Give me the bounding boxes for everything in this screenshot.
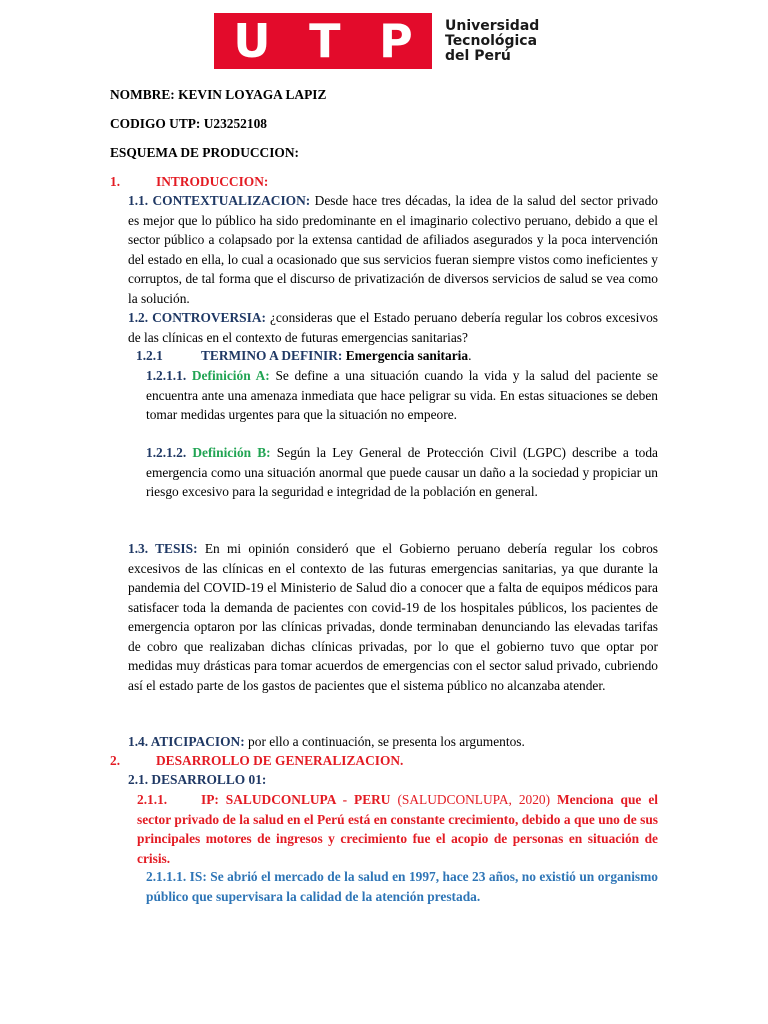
section-1-2-1-1-text: Se define a una situación cuando la vida y la salud del paciente se encuentra ante una amenaza inmediata que hace peligrar su vida. En estas situaciones se deben tomar medidas urgentes para que la situación no empeore. — [146, 368, 658, 422]
section-1-2-1-2-text: Según la Ley General de Protección Civil (LGPC) describe a toda emergencia como una situación anormal que puede causar un daño a la sociedad y propiciar un riesgo excesivo para la seguridad e integridad de la población en general. — [146, 445, 658, 499]
section-1-2-1-term: Emergencia sanitaria — [345, 348, 469, 363]
section-1-4-label: 1.4. ATICIPACION: — [128, 734, 245, 749]
section-1-heading — [110, 172, 268, 192]
section-2-number: 2. — [110, 753, 121, 768]
section-1-2-1-1-definicion-a — [146, 366, 658, 425]
section-1-2-1-2-definicion-b — [146, 443, 658, 502]
section-2-1-1-text: Menciona que el sector privado de la salud en el Perú está en constante crecimiento, debido a que uno de sus principales motores de ingresos y crecimiento fue el acopio de personas en situación de crisis. — [137, 792, 658, 866]
section-2-1-1-1-text: IS: Se abrió el mercado de la salud en 1997, hace 23 años, no existió un organismo público que supervisara la calidad de la atención prestada. — [146, 869, 658, 904]
section-2-1-1-label: IP: SALUDCONLUPA - PERU — [201, 792, 391, 807]
scheme-title: ESQUEMA DE PRODUCCION: — [110, 145, 299, 160]
section-1-2-label: 1.2. CONTROVERSIA: — [128, 310, 266, 325]
section-1-2-controversia — [128, 308, 658, 347]
section-1-3-text: En mi opinión consideró que el Gobierno peruano debería regular los cobros excesivos de las clínicas en el contexto de las futuras emergencias sanitarias, ya que durante la pandemia del COVID-19 el Ministerio de Salud dio a conocer que a falta de equipos médicos para satisfacer toda la demanda de pacientes con covid-19 de los hospitales públicos, los pacientes de emergencia optaron por las clínicas privadas, donde terminaban denunciando las elevadas tarifas de cobro que realizaban dichas clínicas privadas, por lo que el gobierno tuvo que optar por medidas muy drásticas para tomar acuerdos de emergencias con el sector salud privado, cubriendo así el estado parte de los gastos de pacientes que el sistema público no alcanzaba atender. — [128, 541, 659, 693]
section-2-heading — [110, 751, 403, 771]
section-2-1-1-1-number: 2.1.1.1. — [146, 869, 187, 884]
section-1-2-1-period: . — [468, 348, 472, 363]
section-1-2-1-label: TERMINO A DEFINIR: — [201, 348, 343, 363]
logo-letter-u: U — [233, 14, 271, 68]
section-1-1-label: 1.1. CONTEXTUALIZACION: — [128, 193, 311, 208]
section-1-3-tesis — [128, 539, 658, 695]
logo-text-line-3: del Perú — [445, 48, 511, 64]
logo-letter-t: T — [309, 14, 341, 68]
section-2-1-desarrollo: 2.1. DESARROLLO 01: — [128, 772, 267, 787]
student-name: NOMBRE: KEVIN LOYAGA LAPIZ — [110, 87, 327, 102]
section-1-3-label: 1.3. TESIS: — [128, 541, 198, 556]
section-1-2-1-number: 1.2.1 — [136, 348, 163, 363]
section-1-number: 1. — [110, 174, 121, 189]
section-1-1-text: Desde hace tres décadas, la idea de la salud del sector privado es mejor que lo público ha sido predominante en el imaginario colectivo peruano, debido a que el sector público a colapsado por la extensa cantidad de afiliados asegurados y la poca intervención del estado en ella, lo cual a ocasionado que sus servicios fueran siempre vistos como ineficientes y corruptos, de tal forma que el discurso de privatización de diversos servicios de salud se vea como la solución. — [128, 193, 658, 306]
section-1-2-1-1-label: Definición A: — [191, 368, 270, 383]
utp-logo — [214, 13, 548, 69]
section-1-4-aticipacion — [128, 732, 525, 752]
student-code: CODIGO UTP: U23252108 — [110, 116, 267, 131]
section-2-1-1-ip — [137, 790, 658, 868]
section-1-1-contextualizacion — [128, 191, 658, 308]
section-2-1-1-number: 2.1.1. — [137, 792, 168, 807]
section-1-2-1-2-label: Definición B: — [192, 445, 271, 460]
section-1-4-text: por ello a continuación, se presenta los argumentos. — [248, 734, 525, 749]
section-1-2-1-1-number: 1.2.1.1. — [146, 368, 187, 383]
logo-university-name — [445, 19, 539, 64]
logo-text-line-1: Universidad — [445, 18, 540, 34]
logo-letters — [214, 13, 432, 69]
section-1-2-text: ¿consideras que el Estado peruano debería regular los cobros excesivos de las clínicas en el contexto de futuras emergencias sanitarias? — [128, 310, 658, 345]
section-2-1-1-1-is — [146, 867, 658, 906]
section-2-title: DESARROLLO DE GENERALIZACION. — [156, 753, 404, 768]
logo-letter-p: P — [379, 14, 413, 68]
section-1-2-1-2-number: 1.2.1.2. — [146, 445, 187, 460]
section-1-2-1-termino — [136, 346, 471, 366]
section-1-title: INTRODUCCION: — [156, 174, 269, 189]
logo-text-line-2: Tecnológica — [445, 33, 538, 49]
section-2-1-1-citation: (SALUDCONLUPA, 2020) — [397, 792, 551, 807]
